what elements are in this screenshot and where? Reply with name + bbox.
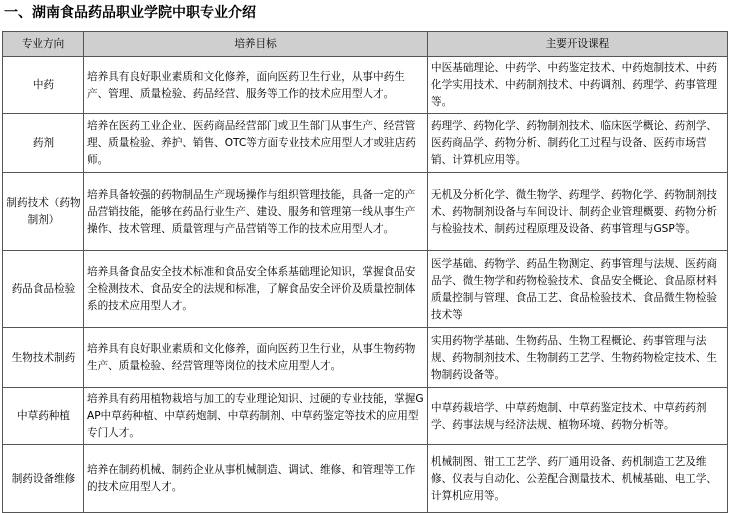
major-goal: 培养在医药工业企业、医药商品经营部门或卫生部门从事生产、经营管理、质量检验、养护、销售、OTC等方面专业技术应用型人才或驻店药师。 [84, 114, 428, 173]
header-major: 专业方向 [3, 32, 84, 57]
table-row [3, 251, 728, 328]
major-name: 药品食品检验 [3, 251, 84, 328]
major-goal: 培养具有良好职业素质和文化修养，面向医药卫生行业，从事生物药物生产、质量检验、经营管理等岗位的技术应用型人才。 [84, 328, 428, 388]
major-goal: 培养具备食品安全技术标准和食品安全体系基础理论知识，掌握食品安全检测技术、食品安全的法规和标准，了解食品安全评价及质量控制体系的技术应用型人才。 [84, 251, 428, 328]
major-name: 药剂 [3, 114, 84, 173]
major-goal: 培养具有良好职业素质和文化修养，面向医药卫生行业，从事中药生产、管理、质量检验、药品经营、服务等工作的技术应用型人才。 [84, 57, 428, 114]
major-courses: 中草药栽培学、中草药炮制、中草药鉴定技术、中草药药剂学、药事法规与经济法规、植物环境、药物分析等。 [428, 388, 728, 445]
major-courses: 无机及分析化学、微生物学、药理学、药物化学、药物制剂技术、药物制剂设备与车间设计、制药企业管理概要、药物分析与检验技术、制药过程原理及设备、药事管理与GSP等。 [428, 173, 728, 251]
major-name: 中草药种植 [3, 388, 84, 445]
major-goal: 培养在制药机械、制药企业从事机械制造、调试、维修、和管理等工作的技术应用型人才。 [84, 445, 428, 513]
header-goal: 培养目标 [84, 32, 428, 57]
table-row [3, 445, 728, 513]
table-row [3, 114, 728, 173]
major-courses: 机械制图、钳工工艺学、药厂通用设备、药机制造工艺及维修、仪表与自动化、公差配合测量技术、机械基础、电工学、计算机应用等。 [428, 445, 728, 513]
major-courses: 药理学、药物化学、药物制剂技术、临床医学概论、药剂学、医药商品学、药物分析、制药化工过程与设备、医药市场营销、计算机应用等。 [428, 114, 728, 173]
header-courses: 主要开设课程 [428, 32, 728, 57]
major-name: 制药技术（药物制剂） [3, 173, 84, 251]
table-row [3, 57, 728, 114]
major-name: 制药设备维修 [3, 445, 84, 513]
major-goal: 培养具有药用植物栽培与加工的专业理论知识、过硬的专业技能，掌握GAP中草药种植、中草药炮制、中草药制剂、中草药鉴定等技术的应用型专门人才。 [84, 388, 428, 445]
major-courses: 中医基础理论、中药学、中药鉴定技术、中药炮制技术、中药化学实用技术、中药制剂技术、中药调剂、药理学、药事管理等。 [428, 57, 728, 114]
major-courses: 医学基础、药物学、药品生物测定、药事管理与法规、医药商品学、微生物学和药物检验技术、食品安全概论、食品原材料质量控制与管理、食品工艺、食品检验技术、食品微生物检验技术等 [428, 251, 728, 328]
table-header-row [3, 32, 728, 57]
page-title: 一、湖南食品药品职业学院中职专业介绍 [4, 5, 256, 21]
major-courses: 实用药物学基础、生物药品、生物工程概论、药事管理与法规、药物制剂技术、生物制药工艺学、生物药物检定技术、生物制药设备等。 [428, 328, 728, 388]
major-name: 生物技术制药 [3, 328, 84, 388]
majors-table [2, 31, 728, 513]
major-name: 中药 [3, 57, 84, 114]
table-row [3, 328, 728, 388]
table-row [3, 388, 728, 445]
table-row [3, 173, 728, 251]
major-goal: 培养具备较强的药物制品生产现场操作与组织管理技能，具备一定的产品营销技能，能够在药品行业生产、建设、服务和管理第一线从事生产操作、技术管理、质量管理与产品营销等工作的技术应用型人才。 [84, 173, 428, 251]
